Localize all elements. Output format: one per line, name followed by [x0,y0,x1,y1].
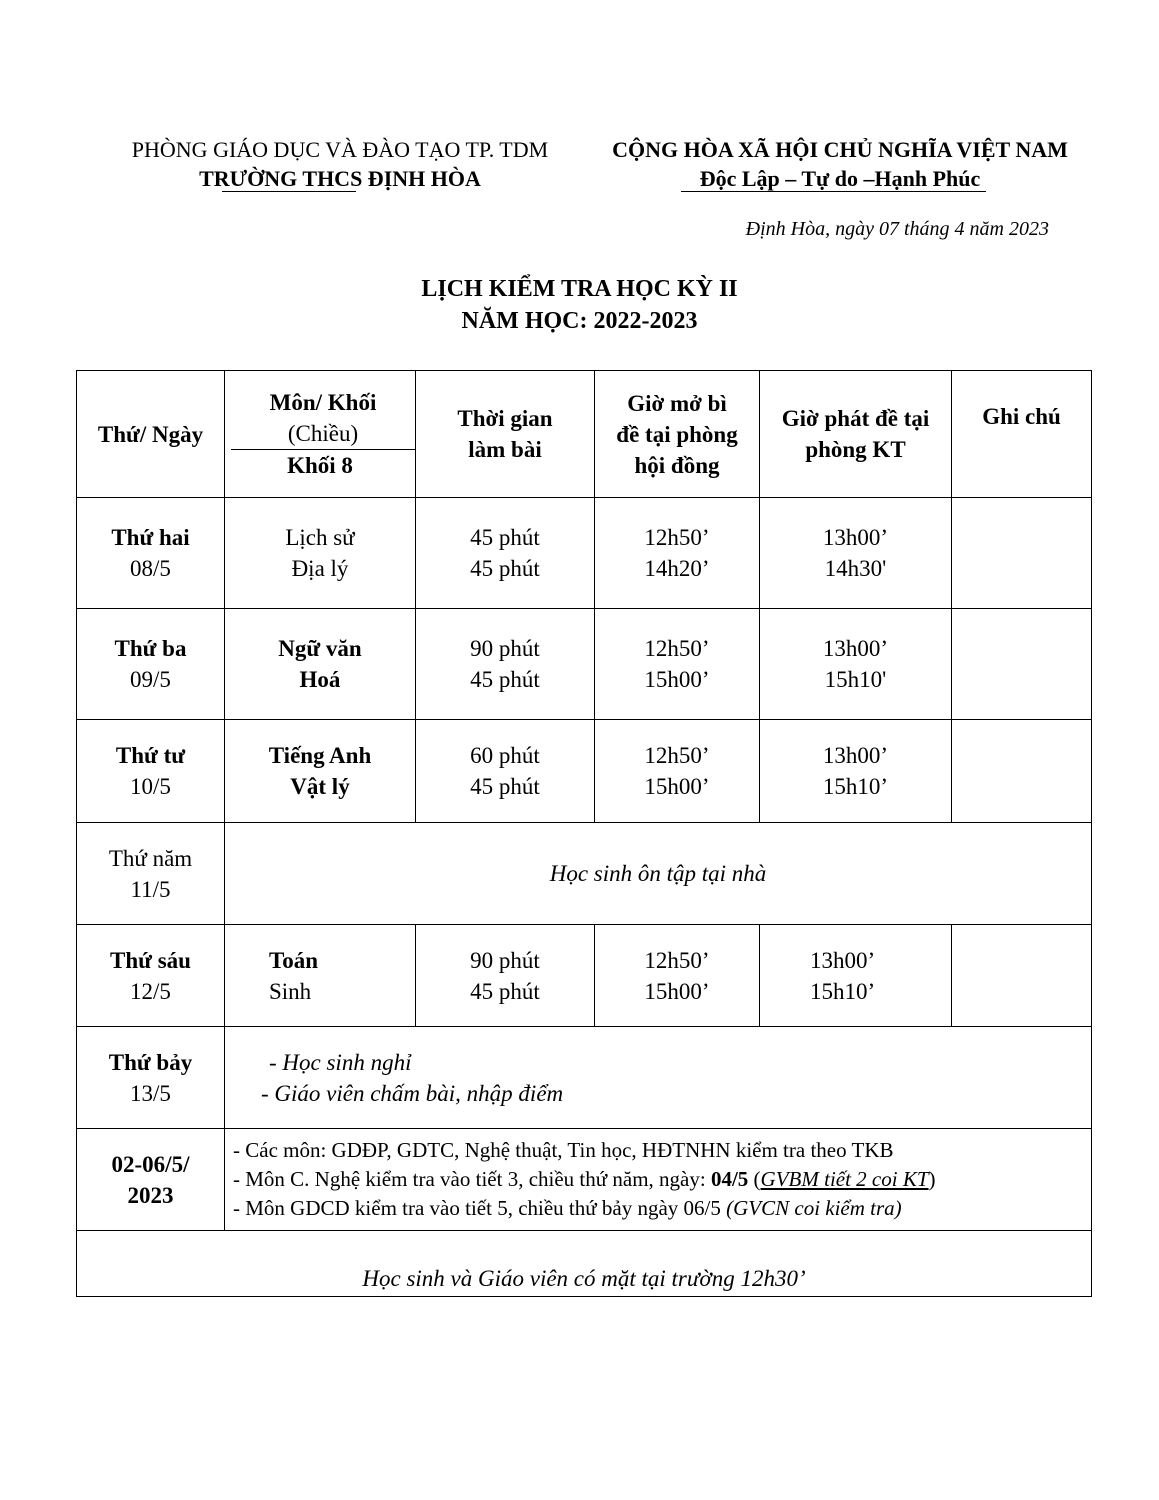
row-day: Thứ bảy 13/5 [77,1027,225,1129]
row-day: Thứ hai 08/5 [77,498,225,609]
extra-note-3: - Môn GDCD kiểm tra vào tiết 5, chiều thứ bảy ngày 06/5 (GVCN coi kiểm tra) [233,1196,902,1220]
country-motto: Độc Lập – Tự do –Hạnh Phúc [699,166,981,191]
row-hand-time: 13h00’ 14h30' [760,498,952,609]
footer-message: Học sinh và Giáo viên có mặt tại trường 12h30’ [77,1231,1092,1297]
header-open-time: Giờ mở bì đề tại phòng hội đồng [595,371,760,498]
table-row-extra [77,1129,1092,1231]
table-row [77,823,1092,925]
table-row [77,925,1092,1027]
school-year: NĂM HỌC: 2022-2023 [461,308,698,334]
table-header-row [77,371,1092,498]
row-duration: 45 phút 45 phút [416,498,595,609]
document-title: LỊCH KIỂM TRA HỌC KỲ II [421,276,738,302]
header-right [580,135,1100,193]
row-open-time: 12h50’ 15h00’ [595,925,760,1027]
row-message: Học sinh ôn tập tại nhà [225,823,1092,925]
row-note [952,609,1092,720]
extra-date: 02-06/5/ 2023 [77,1129,225,1231]
row-subjects: Lịch sử Địa lý [225,498,416,609]
header-hand-time: Giờ phát đề tại phòng KT [760,371,952,498]
row-subjects: Toán Sinh [225,925,416,1027]
row-duration: 90 phút 45 phút [416,925,595,1027]
document-date: Định Hòa, ngày 07 tháng 4 năm 2023 [745,218,1049,240]
table-footer-row [77,1231,1092,1297]
table-row [77,498,1092,609]
exam-schedule-table [76,370,1092,1297]
row-note [952,720,1092,823]
header-subject [225,371,416,498]
row-day: Thứ ba 09/5 [77,609,225,720]
table-row [77,609,1092,720]
table-row [77,720,1092,823]
row-open-time: 12h50’ 15h00’ [595,720,760,823]
department-name: PHÒNG GIÁO DỤC VÀ ĐÀO TẠO TP. TDM [131,137,549,162]
row-subjects: Tiếng Anh Vật lý [225,720,416,823]
row-message: - Học sinh nghỉ - Giáo viên chấm bài, nhập điểm [225,1027,1092,1129]
header-subject-top: Môn/ Khối (Chiều) [231,387,415,450]
row-day: Thứ tư 10/5 [77,720,225,823]
row-hand-time: 13h00’ 15h10’ [760,925,952,1027]
country-name: CỘNG HÒA XÃ HỘI CHỦ NGHĨA VIỆT NAM [612,137,1068,162]
row-duration: 90 phút 45 phút [416,609,595,720]
school-name: TRƯỜNG THCS ĐỊNH HÒA [199,166,481,191]
extra-note-2: - Môn C. Nghệ kiểm tra vào tiết 3, chiều thứ năm, ngày: 04/5 (GVBM tiết 2 coi KT) [233,1167,936,1191]
header-duration: Thời gian làm bài [416,371,595,498]
row-open-time: 12h50’ 14h20’ [595,498,760,609]
motto-underline [681,191,986,192]
row-day: Thứ sáu 12/5 [77,925,225,1027]
row-note [952,925,1092,1027]
extra-notes [225,1129,1092,1231]
row-note [952,498,1092,609]
school-underline [222,191,356,192]
header-left [90,135,590,193]
extra-note-1: - Các môn: GDĐP, GDTC, Nghệ thuật, Tin học, HĐTNHN kiểm tra theo TKB [233,1138,894,1162]
row-hand-time: 13h00’ 15h10’ [760,720,952,823]
row-hand-time: 13h00’ 15h10' [760,609,952,720]
row-duration: 60 phút 45 phút [416,720,595,823]
row-open-time: 12h50’ 15h00’ [595,609,760,720]
header-day: Thứ/ Ngày [77,371,225,498]
row-subjects: Ngữ văn Hoá [225,609,416,720]
header-subject-grade: Khối 8 [287,453,353,478]
table-row [77,1027,1092,1129]
header-note: Ghi chú [952,371,1092,498]
row-day: Thứ năm 11/5 [77,823,225,925]
